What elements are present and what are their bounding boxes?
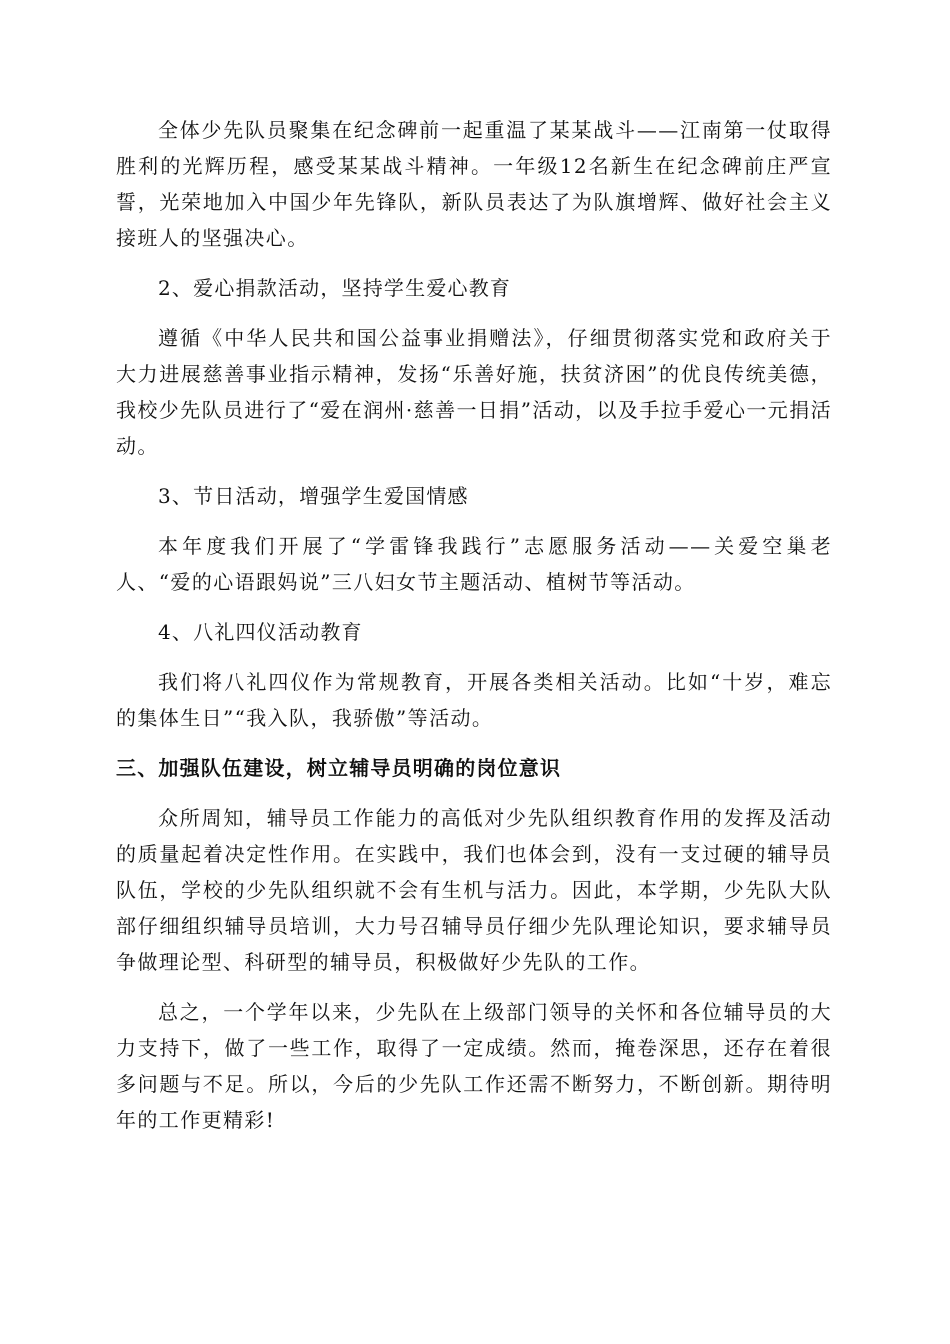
subheading-charity: 2、爱心捐款活动，坚持学生爱心教育 xyxy=(158,276,512,300)
subheading-holiday: 3、节日活动，增强学生爱国情感 xyxy=(158,484,469,508)
document-page xyxy=(116,112,832,1152)
paragraph-charity: 遵循《中华人民共和国公益事业捐赠法》，仔细贯彻落实党和政府关于大力进展慈善事业指示精神，发扬“乐善好施，扶贫济困”的优良传统美德，我校少先队员进行了“爱在润州·慈善一日捐”活动，以及手拉手爱心一元捐活动。 xyxy=(116,326,832,458)
paragraph-conclusion: 总之，一个学年以来，少先队在上级部门领导的关怀和各位辅导员的大力支持下，做了一些工作，取得了一定成绩。然而，掩卷深思，还存在着很多问题与不足。所以，今后的少先队工作还需不断努力，不断创新。期待明年的工作更精彩! xyxy=(116,1000,832,1132)
paragraph-counselor-team: 众所周知，辅导员工作能力的高低对少先队组织教育作用的发挥及活动的质量起着决定性作用。在实践中，我们也体会到，没有一支过硬的辅导员队伍，学校的少先队组织就不会有生机与活力。因此，本学期，少先队大队部仔细组织辅导员培训，大力号召辅导员仔细少先队理论知识，要求辅导员争做理论型、科研型的辅导员，积极做好少先队的工作。 xyxy=(116,806,832,974)
subheading-etiquette: 4、八礼四仪活动教育 xyxy=(158,620,363,644)
paragraph-holiday: 本年度我们开展了“学雷锋我践行”志愿服务活动——关爱空巢老人、“爱的心语跟妈说”三八妇女节主题活动、植树节等活动。 xyxy=(116,534,832,594)
paragraph-etiquette: 我们将八礼四仪作为常规教育，开展各类相关活动。比如“十岁，难忘的集体生日”“我入队，我骄傲”等活动。 xyxy=(116,670,832,730)
paragraph-memorial-oath: 全体少先队员聚集在纪念碑前一起重温了某某战斗——江南第一仗取得胜利的光辉历程，感受某某战斗精神。一年级12名新生在纪念碑前庄严宣誓，光荣地加入中国少年先锋队，新队员表达了为队旗增辉、做好社会主义接班人的坚强决心。 xyxy=(116,118,832,250)
section-heading-team-building: 三、加强队伍建设，树立辅导员明确的岗位意识 xyxy=(116,756,562,780)
